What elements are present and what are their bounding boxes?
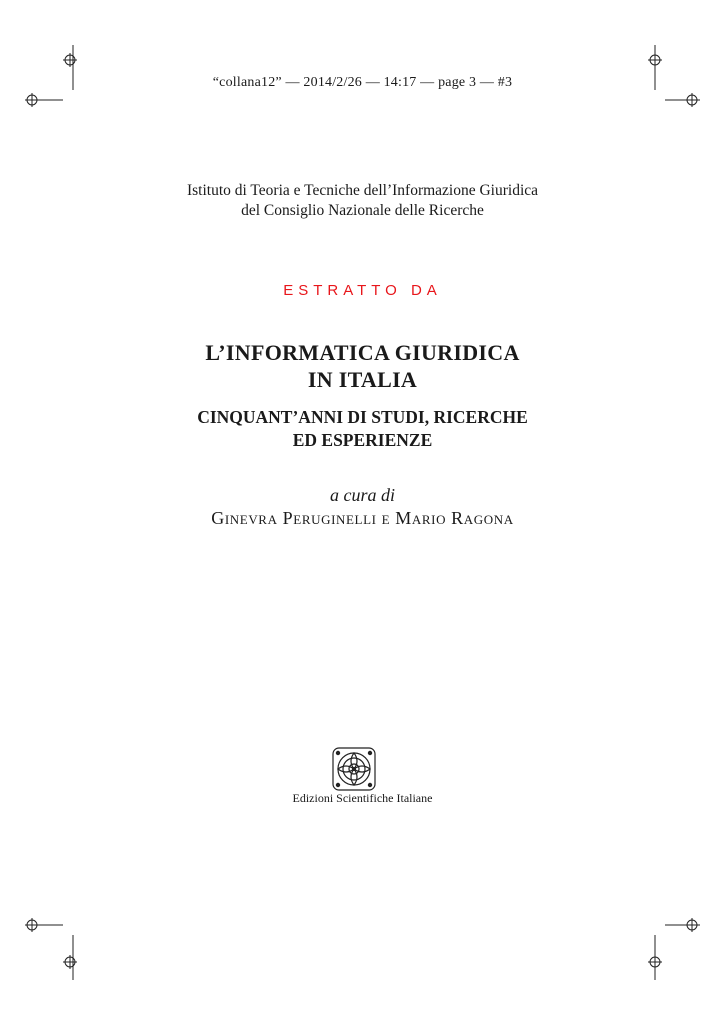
edited-by-label: a cura di bbox=[330, 485, 395, 505]
running-head: “collana12” — 2014/2/26 — 14:17 — page 3 — #3 bbox=[212, 75, 513, 90]
crop-mark-bottom-right bbox=[648, 918, 700, 980]
book-title-line-1: L’INFORMATICA GIURIDICA bbox=[205, 340, 520, 365]
ornamental-seal-icon bbox=[330, 745, 378, 793]
book-subtitle-line-1: CINQUANT’ANNI DI STUDI, RICERCHE bbox=[197, 407, 528, 427]
crop-mark-bottom-left bbox=[25, 918, 77, 980]
editors-names: Ginevra Peruginelli e Mario Ragona bbox=[211, 508, 514, 528]
publisher-name: Edizioni Scientifiche Italiane bbox=[292, 791, 433, 805]
institute-line-2: del Consiglio Nazionale delle Ricerche bbox=[241, 202, 484, 219]
book-title-line-2: IN ITALIA bbox=[307, 367, 418, 392]
book-subtitle-line-2: ED ESPERIENZE bbox=[292, 430, 433, 450]
institute-line-1: Istituto di Teoria e Tecniche dell’Informazione Giuridica bbox=[186, 182, 539, 199]
extract-label: ESTRATTO DA bbox=[283, 282, 442, 299]
